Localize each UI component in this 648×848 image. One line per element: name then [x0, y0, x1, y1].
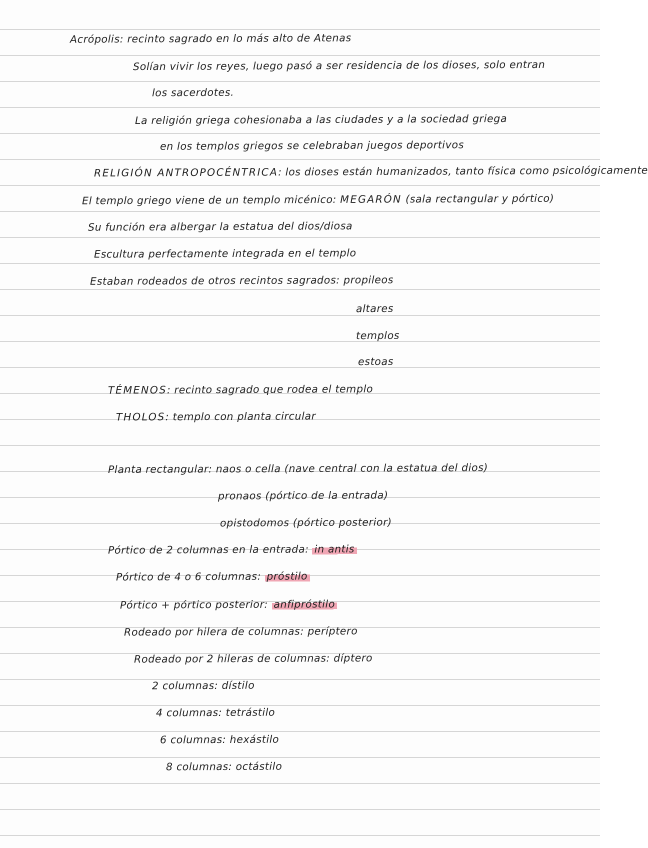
- note-rodeados: Estaban rodeados de otros recintos sagrados: propileos: [89, 274, 394, 288]
- prostilo-pre: Pórtico de 4 o 6 columnas:: [115, 570, 262, 584]
- note-in-antis: [108, 543, 357, 556]
- megaron-post: (sala rectangular y pórtico): [405, 192, 555, 206]
- anfiprostilo-highlight: anfipróstilo: [273, 598, 336, 611]
- note-reyes: Solían vivir los reyes, luego pasó a ser residencia de los dioses, solo entran: [132, 58, 546, 74]
- note-planta: Planta rectangular: naos o cella (nave central con la estatua del dios): [107, 462, 489, 476]
- note-periptero: Rodeado por hilera de columnas: períptero: [123, 625, 358, 639]
- note-hexastilo: 6 columnas: hexástilo: [159, 733, 280, 747]
- note-estoas: estoas: [357, 355, 394, 369]
- note-pronaos: pronaos (pórtico de la entrada): [217, 489, 389, 503]
- note-juegos: en los templos griegos se celebraban juegos deportivos: [159, 139, 465, 153]
- note-altares: altares: [355, 302, 394, 316]
- megaron-label: MEGARÓN: [340, 193, 402, 206]
- note-opistodomos: opistodomos (pórtico posterior): [219, 516, 392, 530]
- note-tetrastilo: 4 columnas: tetrástilo: [155, 706, 276, 720]
- note-megaron: [82, 193, 554, 207]
- note-antropocentrica: [94, 165, 648, 180]
- in-antis-highlight: in antis: [314, 543, 355, 556]
- tholos-text: : templo con planta circular: [165, 410, 316, 424]
- note-sacerdotes: los sacerdotes.: [151, 86, 235, 100]
- note-diptero: Rodeado por 2 hileras de columnas: díptero: [133, 652, 373, 666]
- temenos-text: : recinto sagrado que rodea el templo: [166, 383, 374, 397]
- antropocentrica-label: RELIGIÓN ANTROPOCÉNTRICA: [93, 166, 279, 180]
- note-escultura: Escultura perfectamente integrada en el templo: [93, 247, 357, 261]
- note-octastilo: 8 columnas: octástilo: [165, 760, 283, 774]
- note-distilo: 2 columnas: dístilo: [151, 679, 255, 693]
- note-templos: templos: [355, 329, 400, 343]
- note-religion-griega: La religión griega cohesionaba a las ciudades y a la sociedad griega: [134, 113, 508, 127]
- prostilo-highlight: próstilo: [266, 570, 308, 583]
- megaron-pre: El templo griego viene de un templo micénico:: [81, 193, 337, 208]
- tholos-label: THOLOS: [115, 411, 166, 424]
- note-tholos: [116, 410, 316, 423]
- in-antis-pre: Pórtico de 2 columnas en la entrada:: [107, 543, 309, 557]
- note-anfiprostilo: [120, 598, 337, 611]
- anfiprostilo-pre: Pórtico + pórtico posterior:: [119, 598, 269, 612]
- note-prostilo: [116, 570, 310, 583]
- temenos-label: TÉMENOS: [107, 384, 167, 397]
- antropocentrica-text: : los dioses están humanizados, tanto física como psicológicamente: [278, 164, 648, 179]
- note-funcion: Su función era albergar la estatua del dios/diosa: [87, 220, 353, 234]
- note-temenos: [108, 383, 373, 396]
- note-acropolis: Acrópolis: recinto sagrado en lo más alto de Atenas: [69, 32, 352, 46]
